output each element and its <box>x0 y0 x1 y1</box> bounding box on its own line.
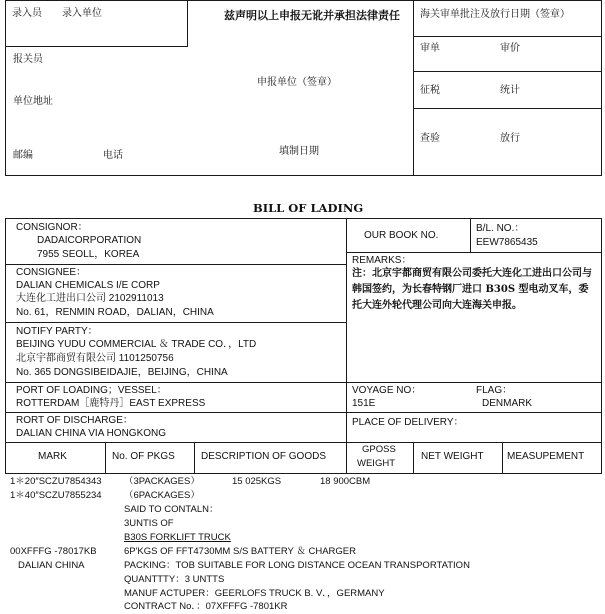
manufacturer-line: MANUF ACTUPER：GEERLOFS TRUCK B. V．，GERMANY <box>124 588 385 599</box>
price-review-label: 审价 <box>500 43 520 54</box>
col-meas: MEASUPEMENT <box>507 451 585 462</box>
statement-text: 兹声明以上申报无讹并承担法律责任 <box>224 9 400 22</box>
shipping-mark-destination: DALIAN CHINA <box>18 560 85 571</box>
packing-line: PACKING：TOB SUITABLE FOR LONG DISTANCE OCEAN TRANSPORTATION <box>124 560 470 571</box>
bl-no-label: B/L. NO.： <box>476 223 525 234</box>
unit-address-label: 单位地址 <box>13 96 53 107</box>
fill-date-label: 填制日期 <box>279 146 319 157</box>
review-label: 审单 <box>420 43 440 54</box>
notify-address: No. 365 DONGSIBEIDAJIE，BEIJING，CHINA <box>16 367 228 378</box>
declarant-label: 报关员 <box>13 54 43 65</box>
consignor-address: 7955 SEOLL，KOREA <box>37 249 140 260</box>
row1-cbm: 18 900CBM <box>320 476 371 487</box>
notify-chinese: 北京宇都商贸有限公司 1101250756 <box>16 353 174 364</box>
col-pkgs: No. OF PKGS <box>112 451 175 462</box>
port-discharge-label: RORT OF DISCHARGE： <box>16 415 133 426</box>
notify-label: NOTIFY PARTY： <box>16 326 98 337</box>
col-net: NET WEIGHT <box>421 451 484 462</box>
col-desc: DESCRIPTION OF GOODS <box>201 451 327 462</box>
col-gross-2: WEIGHT <box>357 458 395 469</box>
statistics-label: 统计 <box>500 85 520 96</box>
postcode-label: 邮编 <box>13 150 33 161</box>
bol-title: BILL OF LADING <box>253 201 364 215</box>
remarks-text: 注：北京宇都商贸有限公司委托大连化工进出口公司与韩国签约，为长春特钢厂进口 B30S 型电动叉车，委托大连外轮代理公司向大连海关申报。 <box>352 268 592 311</box>
voyage-value: 151E <box>352 398 376 409</box>
said-to-contain: SAID TO CONTALN： <box>124 504 219 515</box>
customs-header: 海关审单批注及放行日期（签章） <box>420 9 570 20</box>
our-book-no-label: OUR BOOK NO. <box>364 230 439 241</box>
quantity-line: QUANTTTY：3 UNTTS <box>124 574 225 585</box>
product-name: B30S FORKLIFT TRUCK <box>124 532 231 543</box>
row2-mark: 1＊40″SCZU7855234 <box>10 490 102 501</box>
row2-pkgs: （6PACKAGES） <box>124 490 200 501</box>
col-mark: MARK <box>38 451 67 462</box>
declaring-unit-label: 申报单位（签章） <box>257 77 337 88</box>
consignee-name: DALIAN CHEMICALS I/E CORP <box>16 280 160 291</box>
port-loading-label: PORT OF LOADING；VESSEL： <box>16 385 167 396</box>
row1-mark: 1＊20″SCZU7854343 <box>10 476 102 487</box>
entry-unit-label: 录入单位 <box>62 8 102 19</box>
port-discharge-value: DALIAN CHINA VIA HONGKONG <box>16 428 167 439</box>
row1-weight: 15 025KGS <box>232 476 282 487</box>
phone-label: 电话 <box>103 150 123 161</box>
consignee-label: CONSIGNEE： <box>16 267 87 278</box>
notify-name: BEIJING YUDU COMMERCIAL ＆ TRADE CO．，LTD <box>16 339 257 350</box>
release-label: 放行 <box>500 133 520 144</box>
col-gross-1: GPOSS <box>362 444 396 455</box>
bl-no-value: EEW7865435 <box>476 237 538 248</box>
units-of: 3UNTIS OF <box>124 518 174 529</box>
flag-value: DENMARK <box>482 398 533 409</box>
tax-label: 征税 <box>420 85 440 96</box>
voyage-label: VOYAGE NO： <box>352 385 422 396</box>
row1-pkgs: （3PACKAGES） <box>124 476 200 487</box>
consignor-name: DADAICORPORATION <box>37 235 142 246</box>
consignee-chinese: 大连化工进出口公司 2102911013 <box>16 293 164 304</box>
place-delivery-label: PLACE OF DELIVERY： <box>352 417 464 428</box>
port-loading-value: ROTTERDAM［鹿特丹］EAST EXPRESS <box>16 398 206 409</box>
shipping-mark-code: 00XFFFG -78017KB <box>10 546 97 557</box>
consignor-label: CONSIGNOR： <box>16 222 88 233</box>
entry-clerk-label: 录入员 <box>12 8 42 19</box>
inspection-label: 查验 <box>420 133 440 144</box>
consignee-address: No. 61，RENMIN ROAD，DALIAN，CHINA <box>16 307 214 318</box>
flag-label: FLAG： <box>476 385 513 396</box>
remarks-label: REMARKS： <box>352 255 412 266</box>
contract-line: CONTRACT No．：07XFFFG -7801KR <box>124 601 288 612</box>
battery-line: 6P'KGS OF FFT4730MM S/S BATTERY ＆ CHARGER <box>124 546 356 557</box>
